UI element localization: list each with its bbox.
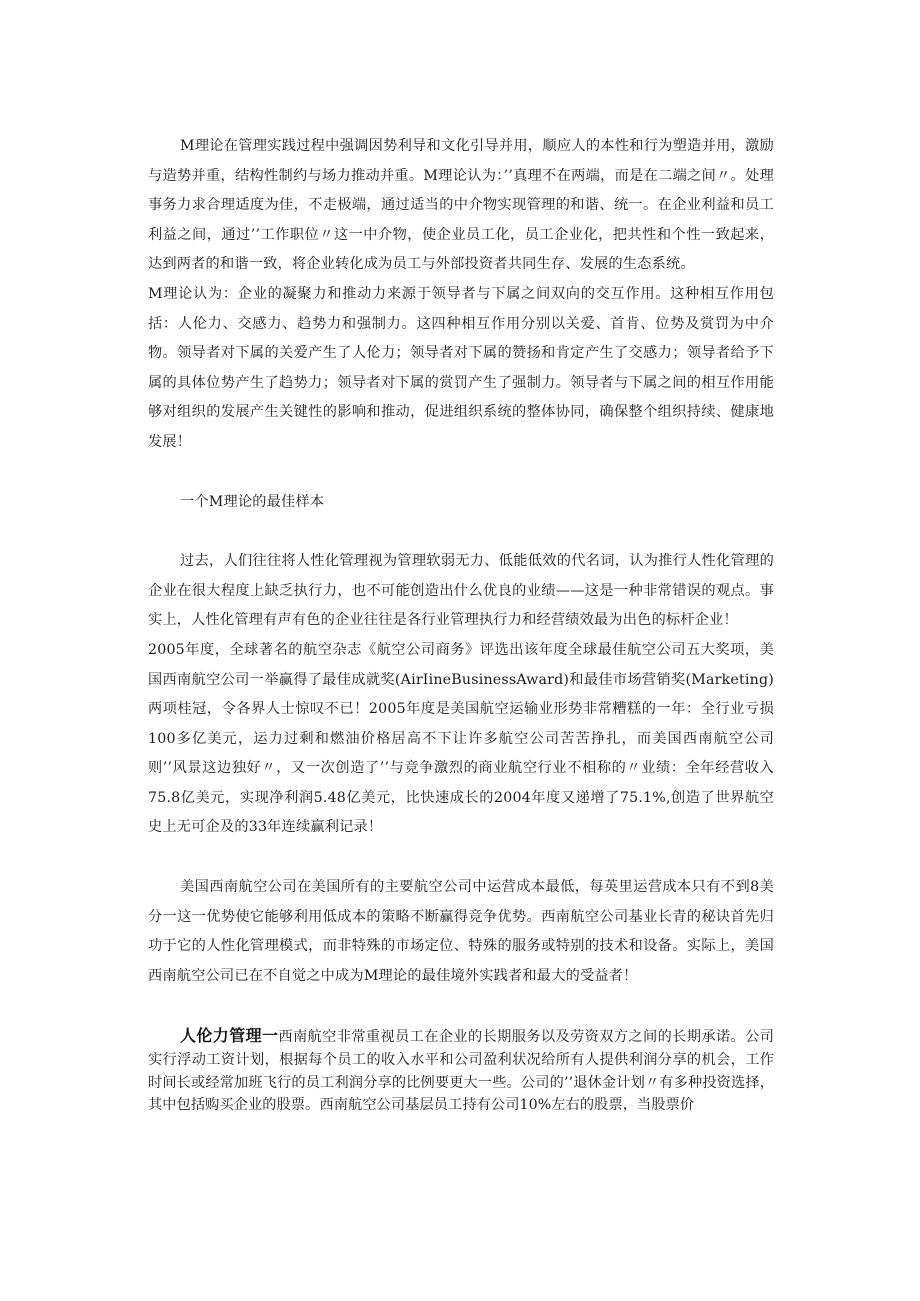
section-heading: 一个M理论的最佳样本 (180, 493, 325, 510)
paragraph-lead-title: 人伦力管理一 (180, 1026, 279, 1046)
paragraph-m-theory-practice: M理论在管理实践过程中强调因势利导和文化引导并用，顺应人的本性和行为塑造并用，激励与造势并重，结构性制约与场力推动并重。M理论认为：’’真理不在两端，而是在二端之间〃。处理事务力求合理适度为佳，不走极端，通过适当的中介物实现管理的和谐、统一。在企业利益和员工利益之间，通过’’工作职位〃这一中介物，使企业员工化，员工企业化，把共性和个性一致起来，达到两者的和谐一致，将企业转化成为员工与外部投资者共同生存、发展的生态系统。 (148, 138, 774, 273)
paragraph-humanized-management: 过去，人们往往将人性化管理视为管理软弱无力、低能低效的代名词，认为推行人性化管理的企业在很大程度上缺乏执行力，也不可能创造出什么优良的业绩——这是一种非常错误的观点。事实上，人性化管理有声有色的企业往往是各行业管理执行力和经营绩效最为出色的标杆企业！ (148, 553, 774, 629)
paragraph-human-relations (148, 1025, 774, 1116)
paragraph-southwest-2005: 2005年度，全球著名的航空杂志《航空公司商务》评选出该年度全球最佳航空公司五大奖项，美国西南航空公司一举赢得了最佳成就奖(AirIineBusinessAward)和最佳市场营销奖(Marketing)两项桂冠，令各界人士惊叹不已！2005年度是美国航空运输业形势非常糟糕的一年：全行业亏损100多亿美元，运力过剩和燃油价格居高不下让许多航空公司苦苦挣扎，而美国西南航空公司则’’风景这边独好〃，又一次创造了’’与竞争激烈的商业航空行业不相称的〃业绩：全年经营收入75.8亿美元，实现净利润5.48亿美元，比快速成长的2004年度又递增了75.1%,创造了世界航空史上无可企及的33年连续赢利记录！ (148, 641, 774, 836)
paragraph-human-relations-body: 西南航空非常重视员工在企业的长期服务以及劳资双方之间的长期承诺。公司实行浮动工资计划，根据每个员工的收入水平和公司盈利状况给所有人提供利润分享的机会，工作时间长或经常加班飞行的员工利润分享的比例要更大一些。公司的’’退休金计划〃有多种投资选择，其中包括购买企业的股票。西南航空公司基层员工持有公司10%左右的股票，当股票价 (148, 1029, 774, 1114)
paragraph-m-theory-forces: M理论认为：企业的凝聚力和推动力来源于领导者与下属之间双向的交互作用。这种相互作用包括：人伦力、交感力、趋势力和强制力。这四种相互作用分别以关爱、首肯、位势及赏罚为中介物。领导者对下属的关爱产生了人伦力；领导者对下属的赞扬和肯定产生了交感力；领导者给予下属的具体位势产生了趋势力；领导者对下属的赏罚产生了强制力。领导者与下属之间的相互作用能够对组织的发展产生关键性的影响和推动，促进组织系统的整体协同，确保整个组织持续、健康地发展！ (148, 285, 774, 450)
paragraph-southwest-cost: 美国西南航空公司在美国所有的主要航空公司中运营成本最低，每英里运营成本只有不到8美分一这一优势使它能够利用低成本的策略不断赢得竞争优势。西南航空公司基业长青的秘诀首先归功于它的人性化管理模式，而非特殊的市场定位、特殊的服务或特别的技术和设备。实际上，美国西南航空公司已在不自觉之中成为M理论的最佳境外实践者和最大的受益者！ (148, 879, 774, 984)
document-page (148, 132, 774, 1117)
